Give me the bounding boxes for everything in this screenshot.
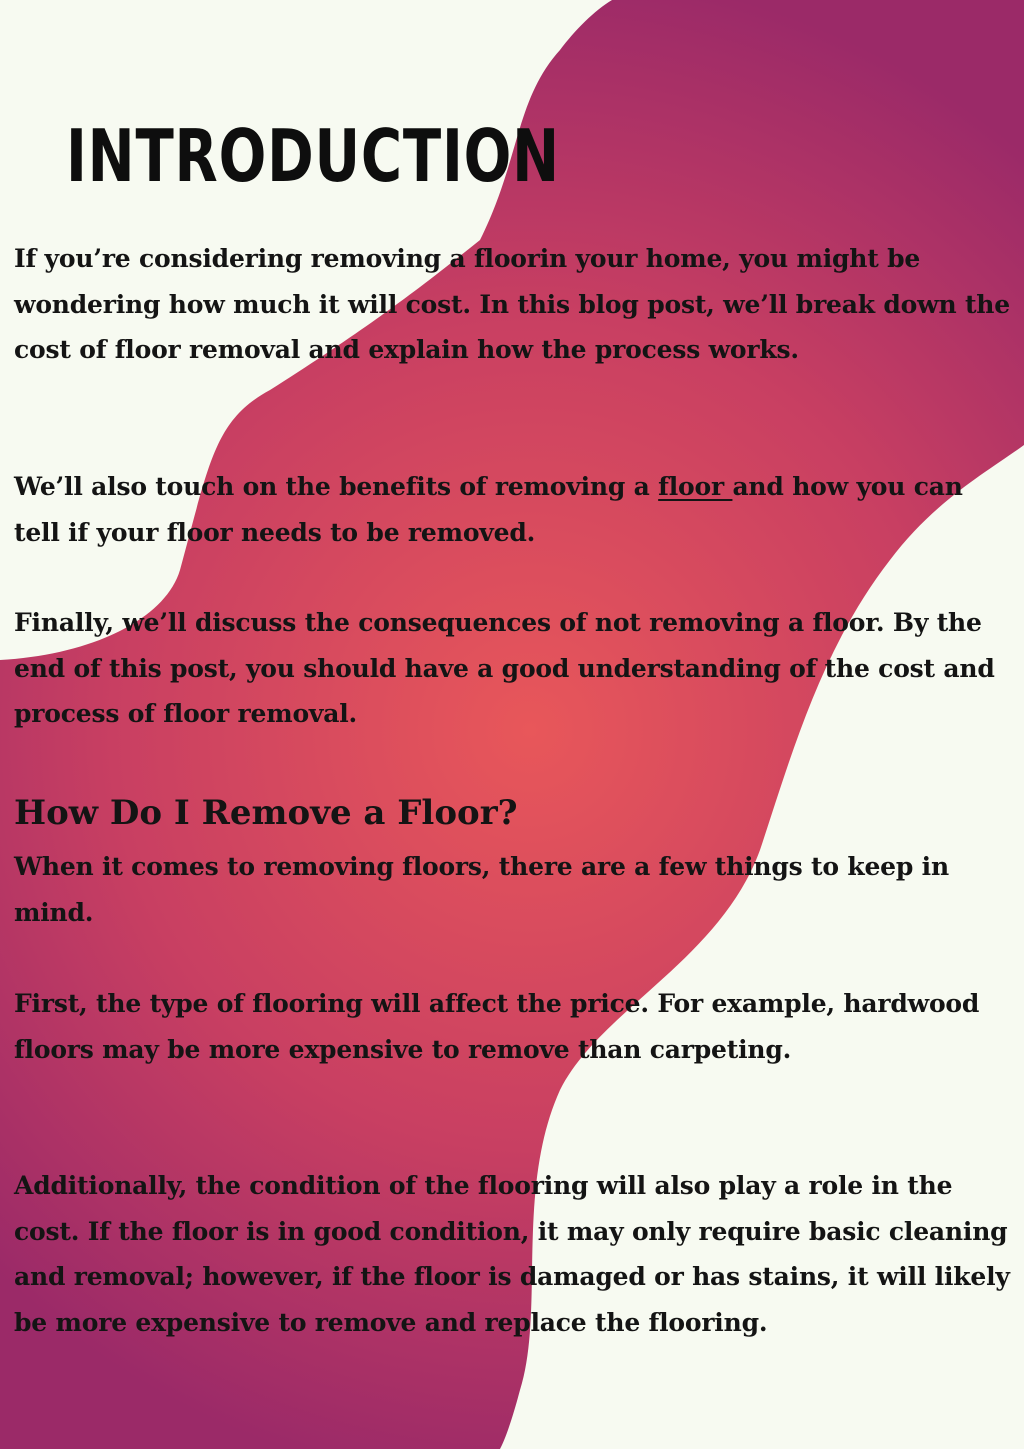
intro-paragraph-2-text-end: and how you can tell if your floor needs to be removed. [14,472,963,547]
section-title: How Do I Remove a Floor? [14,793,518,833]
intro-paragraph-2 [14,464,1014,555]
floor-link[interactable]: floor [658,472,733,501]
intro-paragraph-1: If you’re considering removing a floorin your home, you might be wondering how much it will cost. In this blog post, we’ll break down the cost of floor removal and explain how the process works. [14,244,1010,365]
section-paragraph-1: When it comes to removing floors, there are a few things to keep in mind. [14,852,949,927]
page-title: INTRODUCTION [66,114,560,198]
intro-paragraph-2-text-start: We’ll also touch on the benefits of removing a [14,472,659,501]
section-paragraph-3: Additionally, the condition of the flooring will also play a role in the cost. If the floor is in good condition, it may only require basic cleaning and removal; however, if the floor is damaged or has stains, it will likely be more expensive to remove and replace the flooring. [14,1171,1010,1337]
section-paragraph-2: First, the type of flooring will affect the price. For example, hardwood floors may be more expensive to remove than carpeting. [14,989,980,1064]
intro-paragraph-3: Finally, we’ll discuss the consequences of not removing a floor. By the end of this post, you should have a good understanding of the cost and process of floor removal. [14,608,995,729]
